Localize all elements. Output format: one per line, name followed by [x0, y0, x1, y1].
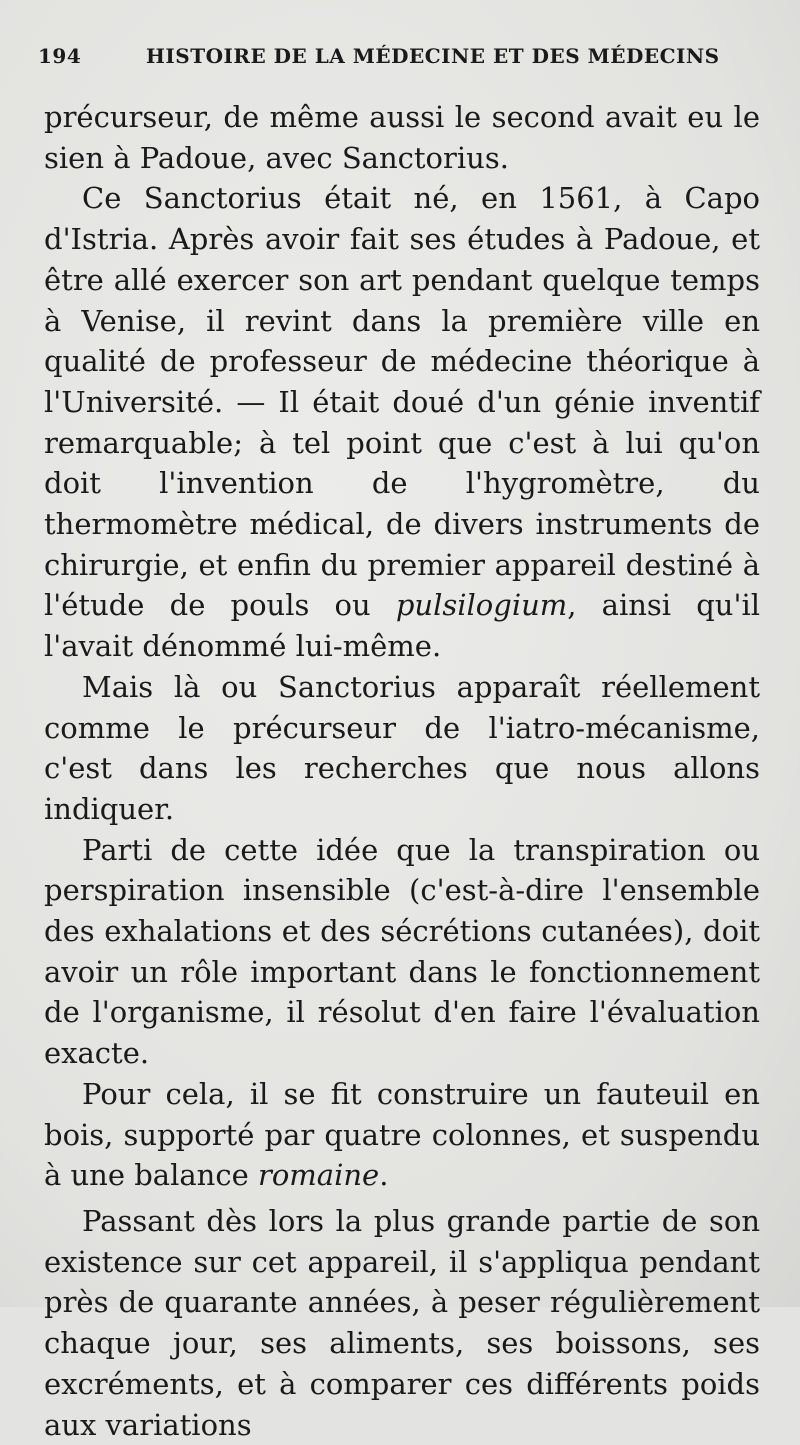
paragraph-5 [44, 1074, 760, 1196]
paragraph-2-after: , ainsi qu'il l'avait dénommé lui-même. [44, 588, 760, 664]
running-head [38, 44, 758, 74]
paragraph-6: Passant dès lors la plus grande partie de son existence sur cet appareil, il s'appliqua pendant près de quarante années, à peser régulièrement chaque jour, ses aliments, ses boissons, ses excréments, et à comparer ces différents poids aux variations [44, 1203, 760, 1442]
paragraph-5-italic: romaine [257, 1158, 380, 1193]
paragraph-2 [44, 178, 760, 666]
paragraph-3: Mais là ou Sanctorius apparaît réellement comme le précurseur de l'iatro-mécanisme, c'est dans les recherches que nous allons indiquer. [44, 669, 760, 826]
paragraph-2-text: Ce Sanctorius était né, en 1561, à Capo d'Istria. Après avoir fait ses études à Padoue, et être allé exercer son art pendant quelque temps à Venise, il revint dans la première ville en qualité de professeur de médecine théorique à l'Université. — Il était doué d'un génie inventif remarquable; à tel point que c'est à lui qu'on doit l'invention de l'hygromètre, du thermomètre médical, de divers instruments de chirurgie, et enfin du premier appareil destiné à l'étude de pouls ou [44, 181, 760, 623]
paragraph-5-text: Pour cela, il se fit construire un fauteuil en bois, supporté par quatre colonnes, et suspendu à une balance [44, 1076, 760, 1193]
paragraph-5-after: . [379, 1158, 389, 1193]
paragraph-4: Parti de cette idée que la transpiration ou perspiration insensible (c'est-à-dire l'ensemble des exhalations et des sécrétions cutanées), doit avoir un rôle important dans le fonctionnement de l'organisme, il résolut d'en faire l'évaluation exacte. [44, 832, 760, 1071]
paragraph-1: précurseur, de même aussi le second avait eu le sien à Padoue, avec Sanctorius. [44, 100, 760, 175]
running-title: HISTOIRE DE LA MÉDECINE ET DES MÉDECINS [146, 44, 720, 68]
body-text [44, 97, 760, 1445]
page-number: 194 [38, 44, 82, 68]
paragraph-2-italic: pulsilogium [395, 588, 568, 623]
